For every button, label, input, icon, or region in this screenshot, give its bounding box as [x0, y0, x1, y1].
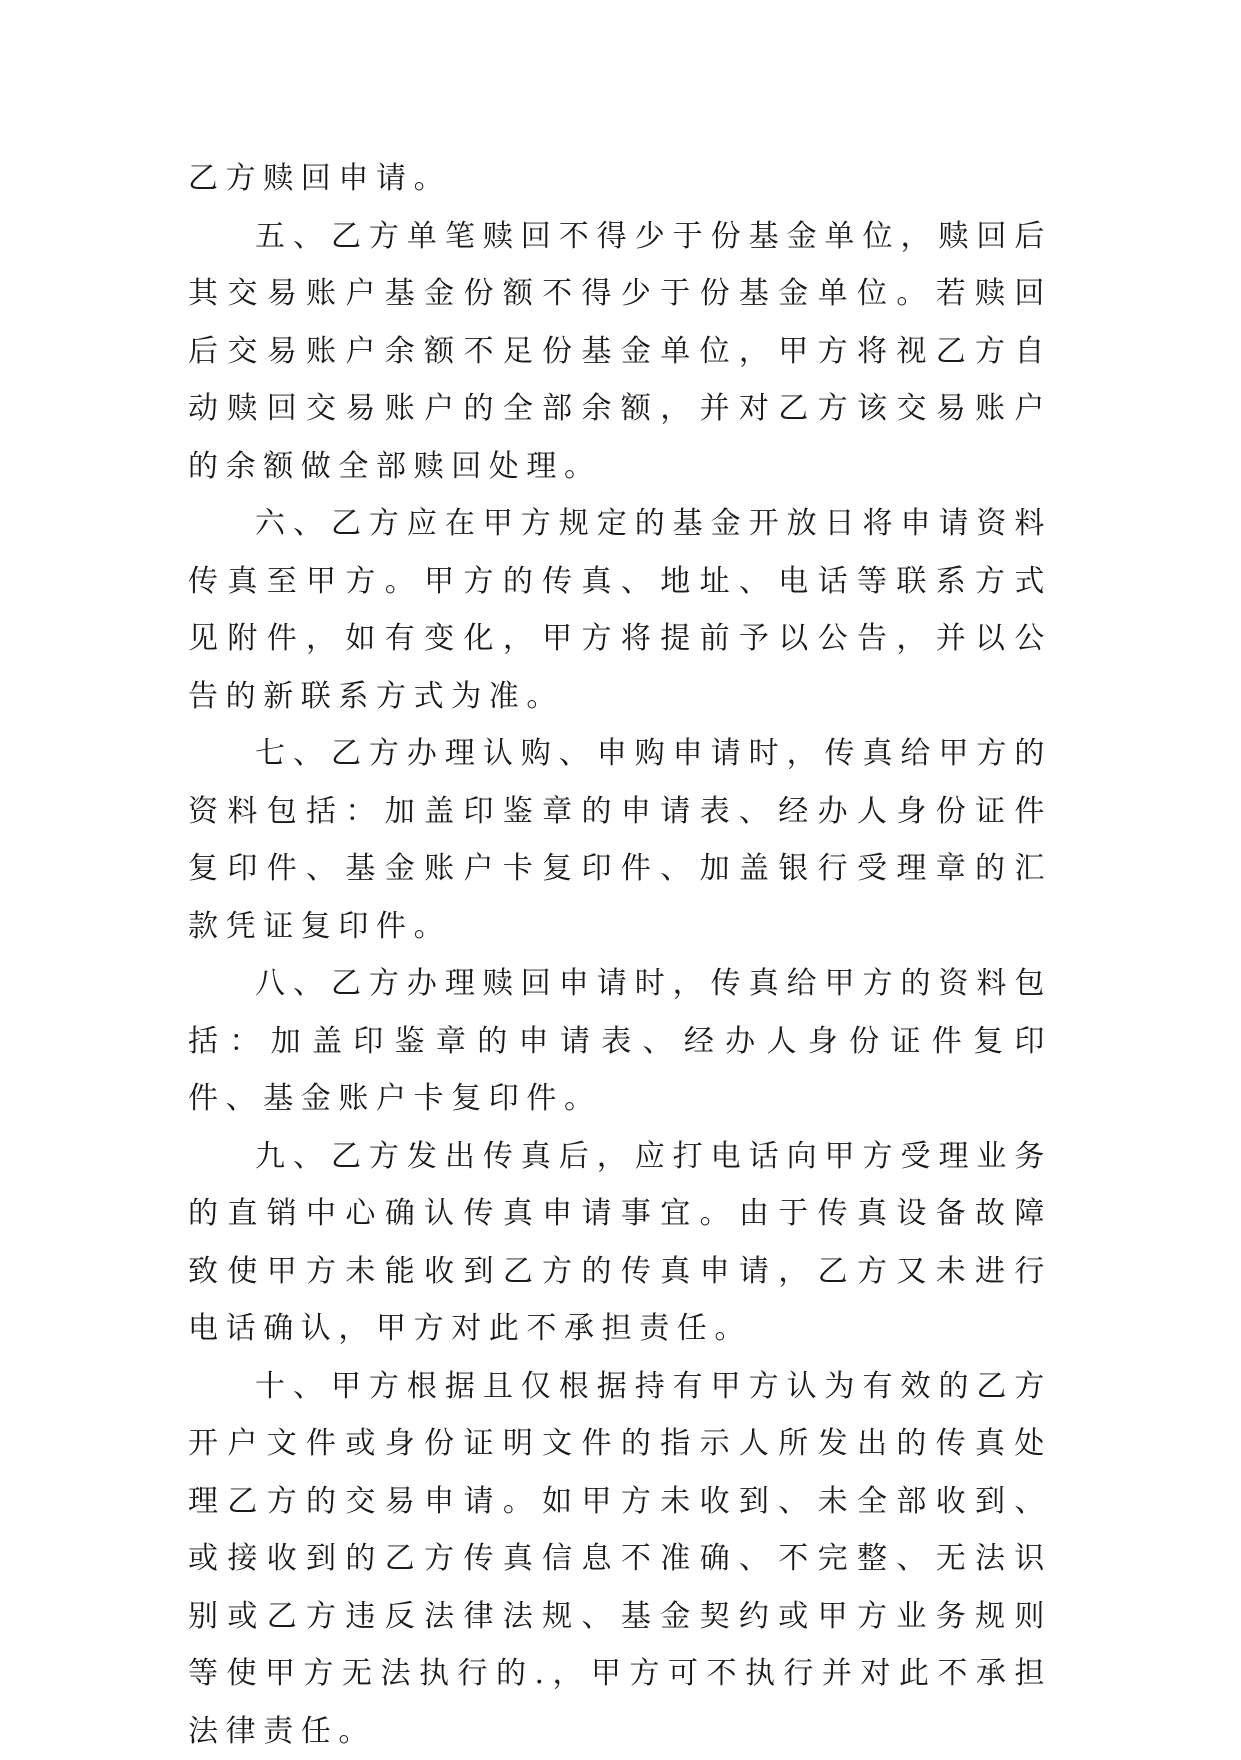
paragraph-clause-7: 七、乙方办理认购、申购申请时，传真给甲方的资料包括：加盖印鉴章的申请表、经办人身份证件复印件、基金账户卡复印件、加盖银行受理章的汇款凭证复印件。 [188, 725, 1052, 955]
paragraph-clause-9: 九、乙方发出传真后，应打电话向甲方受理业务的直销中心确认传真申请事宜。由于传真设备故障致使甲方未能收到乙方的传真申请，乙方又未进行电话确认，甲方对此不承担责任。 [188, 1128, 1052, 1358]
paragraph-clause-6: 六、乙方应在甲方规定的基金开放日将申请资料传真至甲方。甲方的传真、地址、电话等联系方式见附件，如有变化，甲方将提前予以公告，并以公告的新联系方式为准。 [188, 495, 1052, 725]
paragraph-clause-8: 八、乙方办理赎回申请时，传真给甲方的资料包括：加盖印鉴章的申请表、经办人身份证件复印件、基金账户卡复印件。 [188, 955, 1052, 1128]
paragraph-clause-10: 十、甲方根据且仅根据持有甲方认为有效的乙方开户文件或身份证明文件的指示人所发出的传真处理乙方的交易申请。如甲方未收到、未全部收到、或接收到的乙方传真信息不准确、不完整、无法识别或乙方违反法律法规、基金契约或甲方业务规则等使甲方无法执行的.，甲方可不执行并对此不承担法律责任。 [188, 1358, 1052, 1760]
document-body [188, 150, 1052, 1760]
paragraph-continuation: 乙方赎回申请。 [188, 150, 1052, 208]
paragraph-clause-5: 五、乙方单笔赎回不得少于份基金单位，赎回后其交易账户基金份额不得少于份基金单位。若赎回后交易账户余额不足份基金单位，甲方将视乙方自动赎回交易账户的全部余额，并对乙方该交易账户的余额做全部赎回处理。 [188, 208, 1052, 496]
